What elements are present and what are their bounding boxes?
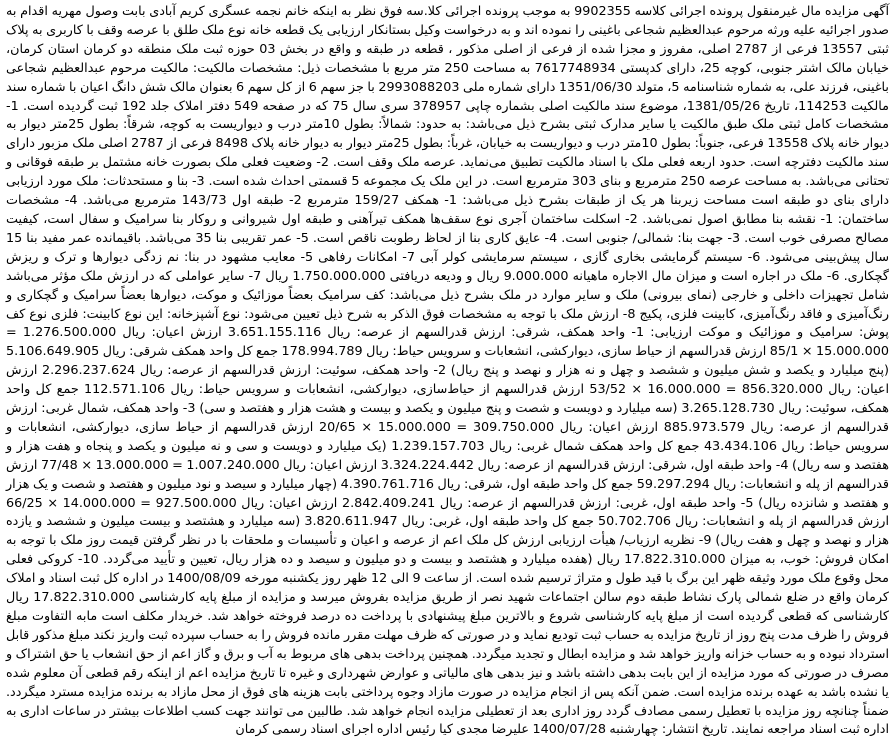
auction-notice-text: آگهی مزایده مال غیرمنقول پرونده اجرائی کلاسه 9902355 به موجب پرونده اجرائی کلا.سه فوق نظر به اینکه خانم نجمه عسگری کریم آبادی بابت وصول مهریه اقدام به صدور اجرائیه علیه ورثه مرحوم عبدالعظیم شجاعی باغینی را نموده اند و به درخواست وکیل بستانکار ارزیابی یک قطعه خانه نوع ملک طلق با عرصه وقف با کاربری به پلاک ثبتی 13557 فرعی از 2787 اصلی، مفروز و مجزا شده از فرعی از اصلی مذکور ، قطعه در طبقه و واقع در بخش 03 حوزه ثبت ملک منطقه دو کرمان استان کرمان، خیابان مالک اشتر جنوبی، کوچه 25، دارای کدپستی 7617748934 به مساحت 250 متر مربع با مشخصات ذیل: مشخصات مالکیت: مالکیت مرحوم عبدالعظیم شجاعی باغینی، فرزند علی، به شماره شناسنامه 5، متولد 1351/06/30 دارای شماره ملی 2993088203 با جز سهم 6 از کل سهم 6 بعنوان مالک شش دانگ اعیان با شماره سند مالکیت 114253، تاریخ 1381/05/26، موضوع سند مالکیت اصلی بشماره چاپی 378957 سری سال 75 که در صفحه 549 دفتر املاک جلد 192 ثبت گردیده است. 1- مشخصات کامل ثبتی ملک طبق مالکیت یا سایر مدارک ثبتی بشرح ذیل می‌باشد: به حدود: شمالاً: بطول 10متر درب و دیواریست به کوچه، شرقاً: بطول 25متر دیوار به دیوار خانه پلاک 13558 فرعی، جنوباً: بطول 10متر درب و دیواریست به خیابان، غرباً: بطول 25متر دیوار به دیوار خانه پلاک 8498 فرعی از 2787 اصلی ملک مزبور دارای سند مالکیت دفترچه است. حدود اربعه فعلی ملک با اسناد مالکیت تطبیق می‌نماید. عرصه ملک وقف است. 2- وضعیت فعلی ملک بصورت خانه مشتمل بر طبقه فوقانی و تحتانی می‌باشد. به مساحت عرصه 250 مترمربع و بنای 303 مترمربع است. در این ملک یک مجموعه 5 قسمتی احداث شده است. 3- بنا و مستحدثات: ملک مورد ارزیابی دارای بنای دو طبقه است مساحت زیربنا هر یک از طبقات بشرح ذیل می‌باشد: 1- همکف 159/27 مترمربع 2- طبقه اول 143/73 مترمربع می‌باشد. 4- مشخصات ساختمان: 1- نقشه بنا مطابق اصول نمی‌باشد. 2- اسکلت ساختمان آجری نوع سقف‌ها همکف تیرآهنی و طبقه اول شیروانی و روکار بنا سرامیک و سفال است، کیفیت مصالح مصرفی خوب است. 3- جهت بنا: شمالی/ جنوبی است. 4- عایق کاری بنا از لحاظ رطوبت ناقص است. 5- عمر تقریبی بنا 35 می‌باشد. باقیمانده عمر مفید بنا 15 سال پیش‌بینی می‌شود. 6- سیستم گرمایشی بخاری گازی ، سیستم سرمایشی کولر آبی 7- امکانات رفاهی 5- معایب مشهود در بنا: نم زدگی دیوارها و ترک و ریزش گچکاری. 6- ملک در اجاره است و میزان مال الاجاره ماهیانه 9.000.000 ریال و ودیعه دریافتی 1.750.000.000 ریال 7- سایر عواملی که در ارزش ملک مؤثر می‌باشد شامل تجهیزات داخلی و خارجی (نمای بیرونی) ملک و سایر موارد در ملک بشرح ذیل می‌باشد: کف سرامیک بعضاً موزائیک و موکت، دیوارها بعضاً سرامیک و گچکاری و رنگ‌آمیزی و فاقد رنگ‌آمیزی، کابینت فلزی، پکیج 8- ارزش ملک با توجه به مشخصات فوق الذکر به شرح ذیل تعیین می‌شود: نوع آشپزخانه: این نوع کابینت: فلزی نوع کف پوش: سرامیک و موزائیک و موکت ارزیابی: 1- واحد همکف، شرقی: ارزش قدرالسهم از عرصه: ریال 3.651.155.116 ارزش اعیان: ریال 1.276.500.000 = 15.000.000 × 85/1 ارزش قدرالسهم از حیاط سازی، دیوارکشی، انشعابات و سرویس حیاط: ریال 178.994.789 جمع کل واحد همکف شرقی: ریال 5.106.649.905 (پنج میلیارد و یکصد و شش میلیون و ششصد و چهل و نه هزار و نهصد و پنج ریال) 2- واحد همکف، سوئیت: ارزش قدرالسهم از عرصه: ریال 2.296.237.624 ارزش اعیان: ریال 856.320.000 = 16.000.000 × 53/52 ارزش قدرالسهم از حیاط‌سازی، دیوارکشی، انشعابات و سرویس حیاط: ریال 112.571.106 جمع کل واحد همکف، سوئیت: ریال 3.265.128.730 (سه میلیارد و دویست و شصت و پنج میلیون و یکصد و بیست و هشت هزار و هفتصد و سی) 3- واحد همکف، شمال غربی: ارزش قدرالسهم از عرصه: ریال 885.973.579 ارزش اعیان: ریال 309.750.000 = 15.000.000 × 20/65 ارزش قدرالسهم از حیاط سازی، دیوارکشی، انشعابات و سرویس حیاط: ریال 43.434.106 جمع کل واحد همکف شمال غربی: ریال 1.239.157.703 (یک میلیارد و دویست و سی و نه میلیون و یکصد و پنجاه و هفت هزار و هفتصد و سه ریال) 4- واحد طبقه اول، شرقی: ارزش قدرالسهم از عرصه: ریال 3.324.224.442 ارزش اعیان: ریال 1.007.240.000 = 13.000.000 × 77/48 ارزش قدرالسهم از پله و انشعابات: ریال 59.297.294 جمع کل واحد طبقه اول، شرقی: ریال 4.390.761.716 (چهار میلیارد و سیصد و نود میلیون و هفتصد و شصت و یک هزار و هفتصد و شانزده ریال) 5- واحد طبقه اول، غربی: ارزش قدرالسهم از عرصه: ریال 2.842.409.241 ارزش اعیان: ریال 927.500.000 = 14.000.000 × 66/25 ارزش قدرالسهم از پله و انشعابات: ریال 50.702.706 جمع کل واحد طبقه اول، غربی: ریال 3.820.611.947 (سه میلیارد و هشتصد و بیست میلیون و ششصد و یازده هزار و نهصد و چهل و هفت ریال) 9- نظریه ارزیاب/ هیأت ارزیابی ارزش کل ملک اعم از عرصه و اعیان و تأسیسات و ملحقات با در نظر گرفتن قیمت روز ملک با توجه به امکان فروش: خوب، به میزان 17.822.310.000 ریال (هفده میلیارد و هشتصد و بیست و دو میلیون و سیصد و ده هزار ریال، تعیین و تأیید می‌گردد. 10- کروکی فعلی محل وقوع ملک مورد وثیقه ظهر این برگ با قید طول و متراژ ترسیم شده است. از ساعت 9 الی 12 ظهر روز یکشنبه مورخه 1400/08/09 در اداره کل ثبت اسناد و املاک کرمان واقع در ضلع شمالی پارک نشاط طبقه دوم سالن اجتماعات شهید نصر از طریق مزایده بفروش میرسد و مزایده از مبلغ پایه کارشناسی 17.822.310.000 ریال کارشناسی که قطعی گردیده است از مبلغ پایه کارشناسی شروع و بالاترین مبلغ پیشنهادی با پرداخت ده درصد فروخته خواهد شد. خریدار مکلف است مابه التفاوت مبلغ فروش را ظرف مدت پنج روز از تاریخ مزایده به حساب ثبت تودیع نماید و در صورتی که ظرف مهلت مقرر مانده فروش را به حساب سپرده ثبت واریز نکند مبلغ مذکور قابل استرداد نبوده و به حساب خزانه واریز خواهد شد و مزایده ابطال و تجدید میگردد. همچنین پرداخت بدهی های مربوط به آب و برق و گاز اعم از حق انشعاب یا حق اشتراک و مصرف در صورتی که مورد مزایده از این بابت بدهی داشته باشد و نیز بدهی های مالیاتی و عوارض شهرداری و غیره تا تاریخ مزایده اعم از اینکه رقم قطعی آن معلوم شده یا نشده باشد به عهده برنده مزایده است. ضمن آنکه پس از انجام مزایده در صورت مازاد وجوه پرداختی بابت هزینه های فوق از محل مازاد به برنده مزایده مسترد میگردد. ضمناً چنانچه روز مزایده با تعطیل رسمی مصادف گردد روز اداری بعد از تعطیلی مزایده انجام خواهد شد. طالبین می توانند جهت کسب اطلاعات بیشتر در ساعات اداری به اداره ثبت اسناد مراجعه نمایند. تاریخ انتشار: چهارشنبه 1400/07/28 علیرضا مجدی کیا رئیس اداره اجرای اسناد رسمی کرمان xyxy=(6,4,890,738)
